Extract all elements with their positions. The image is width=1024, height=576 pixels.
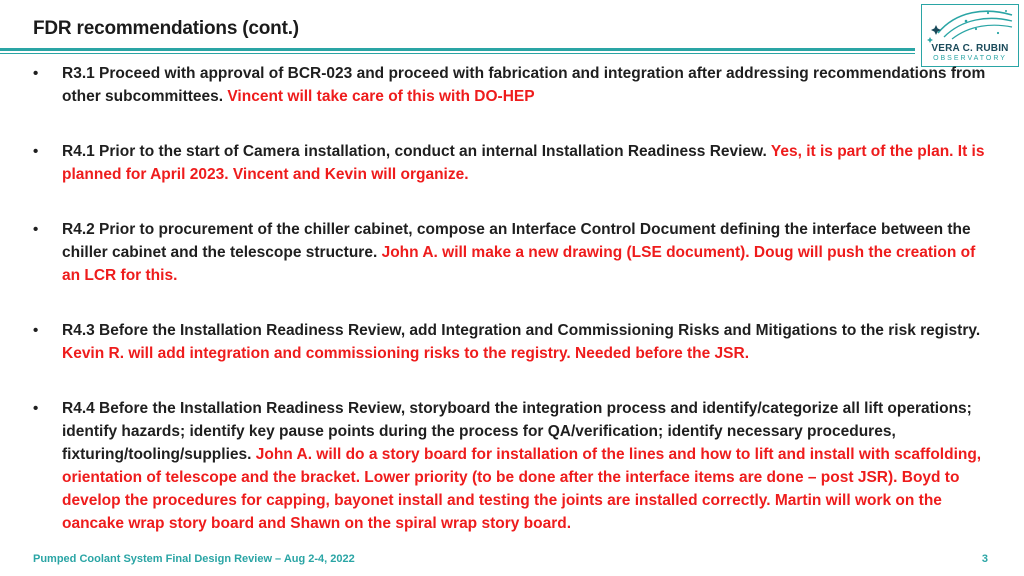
response-text: John A. will make a new drawing (LSE document). Doug will push the creation of an LCR for this. [62,244,976,284]
bullet-icon: • [33,322,39,339]
page-number: 3 [981,553,988,565]
list-item-r4-1 [33,140,993,186]
bullet-icon: • [33,65,39,82]
recommendation-text: R4.4 Before the Installation Readiness Review, storyboard the integration process and identify/categorize all lift operations; identify hazards; identify key pause points during the process for QA/verification; identify necessary procedures, fixturing/tooling/supplies. [62,400,972,463]
response-text: Yes, it is part of the plan. It is planned for April 2023. Vincent and Kevin will organize. [62,143,985,183]
bullet-icon: • [33,400,39,417]
recommendation-text: R4.3 Before the Installation Readiness Review, add Integration and Commissioning Risks and Mitigations to the risk registry. [62,322,981,339]
response-text: John A. will do a story board for installation of the lines and how to lift and install with scaffolding, orientation of telescope and the bracket. Lower priority (to be done after the interface items are done – post JSR). Boyd to develop the procedures for capping, bayonet install and testing the joints are installed correctly. Martin will work on the oancake wrap story board and Shawn on the spiral wrap story board. [62,446,982,532]
bullet-icon: • [33,143,39,160]
logo-star-trails-icon [926,7,1016,43]
list-item-r4-3 [33,319,993,365]
title-rule-thin [0,53,915,54]
slide-title: FDR recommendations (cont.) [33,18,299,39]
list-item-r4-2 [33,218,993,287]
bullet-icon: • [33,221,39,238]
footer-caption: Pumped Coolant System Final Design Review – Aug 2-4, 2022 [33,553,355,565]
rubin-observatory-logo [921,4,1019,67]
recommendation-text: R4.1 Prior to the start of Camera installation, conduct an internal Installation Readiness Review. [62,143,771,160]
list-item-r4-4 [33,397,993,535]
recommendation-text: R4.2 Prior to procurement of the chiller cabinet, compose an Interface Control Document defining the interface between the chiller cabinet and the telescope structure. [62,221,971,261]
response-text: Kevin R. will add integration and commissioning risks to the registry. Needed before the JSR. [62,345,750,362]
logo-subtitle: OBSERVATORY [933,55,1007,62]
recommendation-text: R3.1 Proceed with approval of BCR-023 and proceed with fabrication and integration after addressing recommendations from other subcommittees. [62,65,986,105]
logo-name: VERA C. RUBIN [931,43,1009,54]
list-item-r3-1 [33,62,993,108]
title-rule [0,48,915,51]
response-text: Vincent will take care of this with DO-HEP [227,88,535,105]
